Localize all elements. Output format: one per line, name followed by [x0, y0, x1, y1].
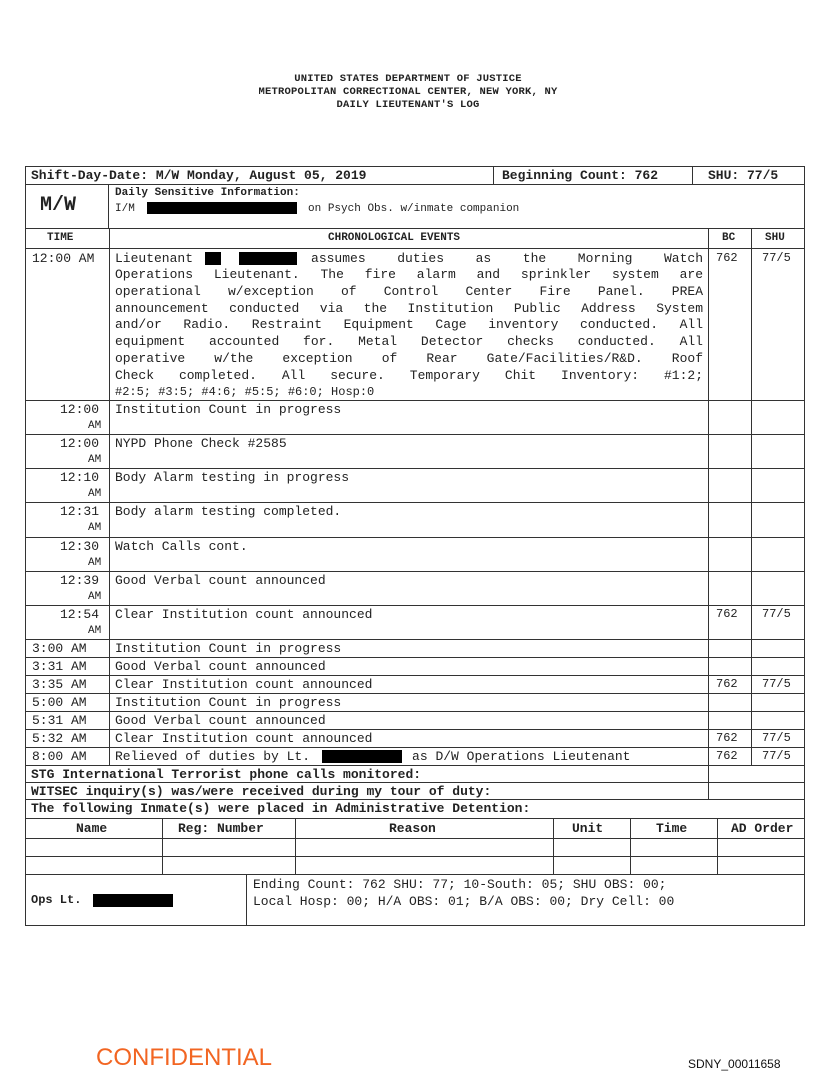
- ops-lt-label: Ops Lt.: [31, 893, 82, 907]
- witsec-note: WITSEC inquiry(s) was/were received during my tour of duty:: [31, 784, 492, 799]
- entry-time-suffix: AM: [88, 488, 102, 500]
- entry-time: 12:39: [60, 573, 100, 588]
- entry-text: Lieutenant: [115, 251, 194, 266]
- entry-time: 5:31 AM: [32, 713, 87, 728]
- header-agency: UNITED STATES DEPARTMENT OF JUSTICE: [294, 73, 522, 85]
- entry-text: Clear Institution count announced: [115, 731, 373, 746]
- entry-time: 12:00 AM: [32, 251, 95, 266]
- entry-bc: 762: [716, 731, 738, 745]
- entry-bc: 762: [716, 607, 738, 621]
- redaction-bar: [239, 252, 297, 265]
- beginning-count: Beginning Count: 762: [502, 168, 659, 183]
- entry-time: 3:35 AM: [32, 677, 87, 692]
- detention-col-reason: Reason: [389, 821, 436, 836]
- entry-time: 8:00 AM: [32, 749, 87, 764]
- ops-lt-signature: [31, 892, 173, 909]
- entry-time-suffix: AM: [88, 420, 102, 432]
- entry-text: Body Alarm testing in progress: [115, 470, 350, 485]
- entry-shu: 77/5: [762, 251, 791, 265]
- ending-count-line-1: Ending Count: 762 SHU: 77; 10-South: 05; SHU OBS: 00;: [253, 877, 667, 892]
- entry-time: 12:00: [60, 436, 100, 451]
- entry-text: Check completed. All secure. Temporary Chit Inventory: #1:2;: [115, 367, 703, 383]
- ending-count-line-2: Local Hosp: 00; H/A OBS: 01; B/A OBS: 00; Dry Cell: 00: [253, 894, 675, 909]
- entry-time-suffix: AM: [88, 454, 102, 466]
- detention-col-reg: Reg: Number: [178, 821, 264, 836]
- entry-bc: 762: [716, 251, 738, 265]
- entry-shu: 77/5: [762, 749, 791, 763]
- entry-time: 12:30: [60, 539, 100, 554]
- col-events: CHRONOLOGICAL EVENTS: [328, 232, 461, 244]
- entry-time: 5:00 AM: [32, 695, 87, 710]
- entry-time: 5:32 AM: [32, 731, 87, 746]
- entry-text: Institution Count in progress: [115, 402, 342, 417]
- entry-text: Operations Lieutenant. The fire alarm and sprinkler system are: [115, 267, 703, 282]
- shift-day-date: Shift-Day-Date: M/W Monday, August 05, 2019: [31, 168, 367, 183]
- entry-shu: 77/5: [762, 731, 791, 745]
- entry-text: Institution Count in progress: [115, 695, 342, 710]
- entry-text: #2:5; #3:5; #4:6; #5:5; #6:0; Hosp:0: [115, 385, 375, 399]
- entry-text: Good Verbal count announced: [115, 713, 326, 728]
- entry-bc: 762: [716, 749, 738, 763]
- entry-text: equipment accounted for. Metal Detector checks conducted. All: [115, 334, 703, 350]
- entry-text: Relieved of duties by Lt.: [115, 749, 311, 764]
- entry-time-suffix: AM: [88, 522, 102, 534]
- sensitive-suffix: on Psych Obs. w/inmate companion: [308, 203, 520, 215]
- entry-shu: 77/5: [762, 607, 791, 621]
- shu-count: SHU: 77/5: [708, 168, 779, 183]
- detention-col-name: Name: [76, 821, 108, 836]
- entry-text: and/or Radio. Restraint Equipment Cage inventory conducted. All: [115, 317, 703, 333]
- col-time: TIME: [47, 232, 74, 244]
- bates-number: SDNY_00011658: [688, 1057, 781, 1071]
- entry-text: Good Verbal count announced: [115, 573, 326, 588]
- sensitive-prefix: I/M: [115, 203, 135, 215]
- redaction-bar: [322, 750, 402, 763]
- entry-text: Institution Count in progress: [115, 641, 342, 656]
- detention-col-time: Time: [656, 821, 688, 836]
- entry-time-suffix: AM: [88, 625, 102, 637]
- entry-bc: 762: [716, 677, 738, 691]
- entry-time: 12:10: [60, 470, 100, 485]
- header-facility: METROPOLITAN CORRECTIONAL CENTER, NEW YORK, NY: [258, 86, 558, 98]
- redaction-bar: [93, 894, 173, 907]
- col-shu: SHU: [765, 232, 785, 244]
- entry-time-suffix: AM: [88, 591, 102, 603]
- entry-text: assumes duties as the Morning Watch: [311, 251, 703, 266]
- sensitive-info-text: [115, 202, 519, 216]
- entry-text: NYPD Phone Check #2585: [115, 436, 287, 451]
- stg-note: STG International Terrorist phone calls monitored:: [31, 767, 422, 782]
- confidential-stamp: CONFIDENTIAL: [96, 1044, 273, 1071]
- entry-shu: 77/5: [762, 677, 791, 691]
- col-bc: BC: [722, 232, 736, 244]
- entry-text: operative w/the exception of Rear Gate/Facilities/R&D. Roof: [115, 350, 703, 366]
- entry-time: 3:00 AM: [32, 641, 87, 656]
- entry-text: Body alarm testing completed.: [115, 504, 342, 519]
- entry-text: operational w/exception of Control Center Fire Panel. PREA: [115, 283, 703, 299]
- entry-time: 12:31: [60, 504, 100, 519]
- entry-text: Good Verbal count announced: [115, 659, 326, 674]
- entry-text: Clear Institution count announced: [115, 607, 373, 622]
- entry-time: 3:31 AM: [32, 659, 87, 674]
- entry-body: [115, 267, 703, 385]
- entry-text: announcement conducted via the Institution Public Address System: [115, 300, 703, 316]
- entry-text: as D/W Operations Lieutenant: [412, 749, 631, 764]
- detention-note: The following Inmate(s) were placed in Administrative Detention:: [31, 801, 531, 816]
- entry-text: [115, 748, 630, 765]
- entry-time-suffix: AM: [88, 557, 102, 569]
- redaction-bar: [205, 252, 221, 265]
- detention-col-unit: Unit: [572, 821, 604, 836]
- redaction-bar: [147, 202, 297, 214]
- detention-col-ad-order: AD Order: [731, 821, 794, 836]
- shift-code: M/W: [40, 194, 77, 217]
- entry-time: 12:54: [60, 607, 100, 622]
- entry-text: Watch Calls cont.: [115, 539, 248, 554]
- entry-time: 12:00: [60, 402, 100, 417]
- entry-line-1: [115, 250, 703, 267]
- header-log-title: DAILY LIEUTENANT'S LOG: [336, 99, 480, 111]
- sensitive-info-title: Daily Sensitive Information:: [115, 187, 300, 199]
- entry-text: Clear Institution count announced: [115, 677, 373, 692]
